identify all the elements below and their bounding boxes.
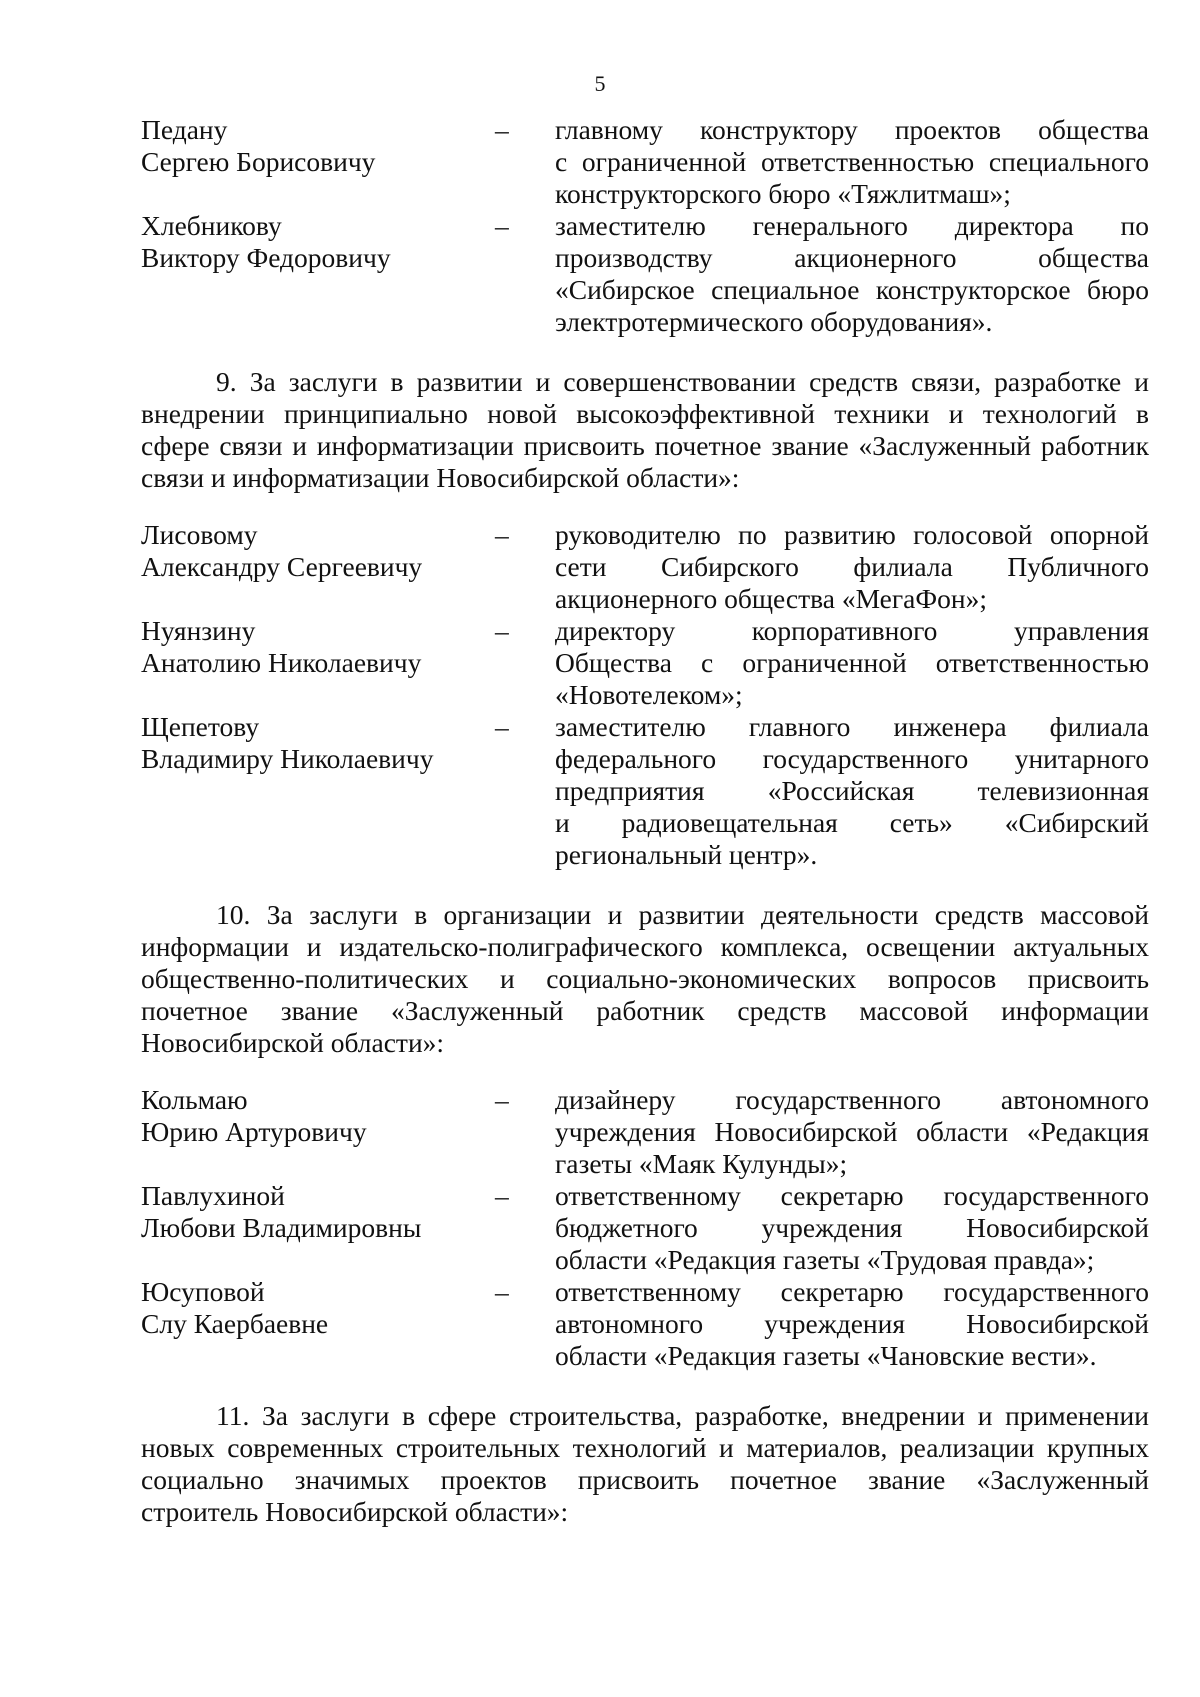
position-line: бюджетного учреждения Новосибирской bbox=[555, 1212, 1149, 1243]
recipient-given-name: Анатолию Николаевичу bbox=[141, 647, 422, 678]
document-section bbox=[141, 114, 1149, 338]
recipient-given-name: Юрию Артуровичу bbox=[141, 1116, 367, 1147]
document-body bbox=[141, 114, 1149, 1553]
position-line: Общества с ограниченной ответственностью bbox=[555, 647, 1149, 678]
recipient-surname: Хлебникову bbox=[141, 210, 282, 241]
recipient-given-name: Сергею Борисовичу bbox=[141, 146, 376, 177]
recipient-position bbox=[555, 1180, 1149, 1276]
decree-paragraph bbox=[141, 1400, 1149, 1528]
position-line: дизайнеру государственного автономного bbox=[555, 1084, 1149, 1115]
position-line: региональный центр». bbox=[555, 839, 818, 870]
recipient-name bbox=[141, 519, 495, 615]
document-section bbox=[141, 366, 1149, 871]
paragraph-line: связи и информатизации Новосибирской области»: bbox=[141, 462, 740, 493]
recipient-position bbox=[555, 711, 1149, 871]
recipient-given-name: Александру Сергеевичу bbox=[141, 551, 423, 582]
entry-dash: – bbox=[495, 615, 509, 646]
entry-dash: – bbox=[495, 114, 509, 145]
paragraph-line: сфере связи и информатизации присвоить почетное звание «Заслуженный работник bbox=[141, 430, 1149, 461]
position-line: ответственному секретарю государственного bbox=[555, 1276, 1149, 1307]
award-entry bbox=[141, 711, 1149, 871]
recipient-position bbox=[555, 210, 1149, 338]
position-line: руководителю по развитию голосовой опорной bbox=[555, 519, 1149, 550]
recipient-name bbox=[141, 1276, 495, 1372]
position-line: и радиовещательная сеть» «Сибирский bbox=[555, 807, 1149, 838]
entry-dash: – bbox=[495, 1084, 509, 1115]
document-section bbox=[141, 1400, 1149, 1528]
decree-paragraph bbox=[141, 366, 1149, 494]
award-entry bbox=[141, 615, 1149, 711]
recipient-given-name: Слу Каербаевне bbox=[141, 1308, 329, 1339]
position-line: учреждения Новосибирской области «Редакция bbox=[555, 1116, 1149, 1147]
recipient-position bbox=[555, 114, 1149, 210]
paragraph-line: 9. За заслуги в развитии и совершенствовании средств связи, разработке и bbox=[216, 366, 1149, 397]
award-entry bbox=[141, 1276, 1149, 1372]
paragraph-line: общественно-политических и социально-экономических вопросов присвоить bbox=[141, 963, 1149, 994]
entry-dash: – bbox=[495, 1180, 509, 1211]
recipient-name bbox=[141, 615, 495, 711]
recipient-position bbox=[555, 1084, 1149, 1180]
page-number: 5 bbox=[594, 71, 606, 96]
paragraph-line: строитель Новосибирской области»: bbox=[141, 1496, 569, 1527]
recipient-surname: Юсуповой bbox=[141, 1276, 265, 1307]
position-line: акционерного общества «МегаФон»; bbox=[555, 583, 987, 614]
award-entry bbox=[141, 1084, 1149, 1180]
entry-dash: – bbox=[495, 711, 509, 742]
recipient-surname: Педану bbox=[141, 114, 228, 145]
recipient-name bbox=[141, 210, 495, 338]
recipient-position bbox=[555, 615, 1149, 711]
position-line: федерального государственного унитарного bbox=[555, 743, 1149, 774]
position-line: электротермического оборудования». bbox=[555, 306, 993, 337]
award-entry bbox=[141, 519, 1149, 615]
award-entry bbox=[141, 114, 1149, 210]
entry-dash: – bbox=[495, 519, 509, 550]
position-line: с ограниченной ответственностью специального bbox=[555, 146, 1149, 177]
recipient-surname: Нуянзину bbox=[141, 615, 256, 646]
decree-paragraph bbox=[141, 899, 1149, 1059]
paragraph-line: 10. За заслуги в организации и развитии деятельности средств массовой bbox=[216, 899, 1149, 930]
recipient-name bbox=[141, 1084, 495, 1180]
position-line: главному конструктору проектов общества bbox=[555, 114, 1149, 145]
recipient-name bbox=[141, 114, 495, 210]
recipient-given-name: Владимиру Николаевичу bbox=[141, 743, 434, 774]
position-line: предприятия «Российская телевизионная bbox=[555, 775, 1149, 806]
recipient-given-name: Виктору Федоровичу bbox=[141, 242, 391, 273]
position-line: сети Сибирского филиала Публичного bbox=[555, 551, 1149, 582]
paragraph-line: внедрении принципиально новой высокоэффективной техники и технологий в bbox=[141, 398, 1149, 429]
position-line: «Сибирское специальное конструкторское бюро bbox=[555, 274, 1149, 305]
position-line: заместителю главного инженера филиала bbox=[555, 711, 1149, 742]
recipient-name bbox=[141, 711, 495, 871]
paragraph-line: новых современных строительных технологий и материалов, реализации крупных bbox=[141, 1432, 1149, 1463]
position-line: области «Редакция газеты «Трудовая правда»; bbox=[555, 1244, 1095, 1275]
entry-dash: – bbox=[495, 210, 509, 241]
position-line: конструкторского бюро «Тяжлитмаш»; bbox=[555, 178, 1011, 209]
position-line: «Новотелеком»; bbox=[555, 679, 743, 710]
paragraph-line: информации и издательско-полиграфического комплекса, освещении актуальных bbox=[141, 931, 1149, 962]
recipient-given-name: Любови Владимировны bbox=[141, 1212, 422, 1243]
entry-dash: – bbox=[495, 1276, 509, 1307]
award-entry bbox=[141, 210, 1149, 338]
award-entry bbox=[141, 1180, 1149, 1276]
recipient-surname: Павлухиной bbox=[141, 1180, 285, 1211]
recipient-name bbox=[141, 1180, 495, 1276]
paragraph-line: социально значимых проектов присвоить почетное звание «Заслуженный bbox=[141, 1464, 1149, 1495]
position-line: газеты «Маяк Кулунды»; bbox=[555, 1148, 848, 1179]
recipient-position bbox=[555, 1276, 1149, 1372]
position-line: заместителю генерального директора по bbox=[555, 210, 1149, 241]
recipient-surname: Щепетову bbox=[141, 711, 260, 742]
document-section bbox=[141, 899, 1149, 1372]
position-line: директору корпоративного управления bbox=[555, 615, 1149, 646]
position-line: производству акционерного общества bbox=[555, 242, 1149, 273]
paragraph-line: почетное звание «Заслуженный работник средств массовой информации bbox=[141, 995, 1149, 1026]
position-line: ответственному секретарю государственного bbox=[555, 1180, 1149, 1211]
recipient-surname: Кольмаю bbox=[141, 1084, 248, 1115]
paragraph-line: Новосибирской области»: bbox=[141, 1027, 445, 1058]
recipient-position bbox=[555, 519, 1149, 615]
paragraph-line: 11. За заслуги в сфере строительства, разработке, внедрении и применении bbox=[216, 1400, 1149, 1431]
recipient-surname: Лисовому bbox=[141, 519, 258, 550]
position-line: области «Редакция газеты «Чановские вести». bbox=[555, 1340, 1097, 1371]
position-line: автономного учреждения Новосибирской bbox=[555, 1308, 1149, 1339]
